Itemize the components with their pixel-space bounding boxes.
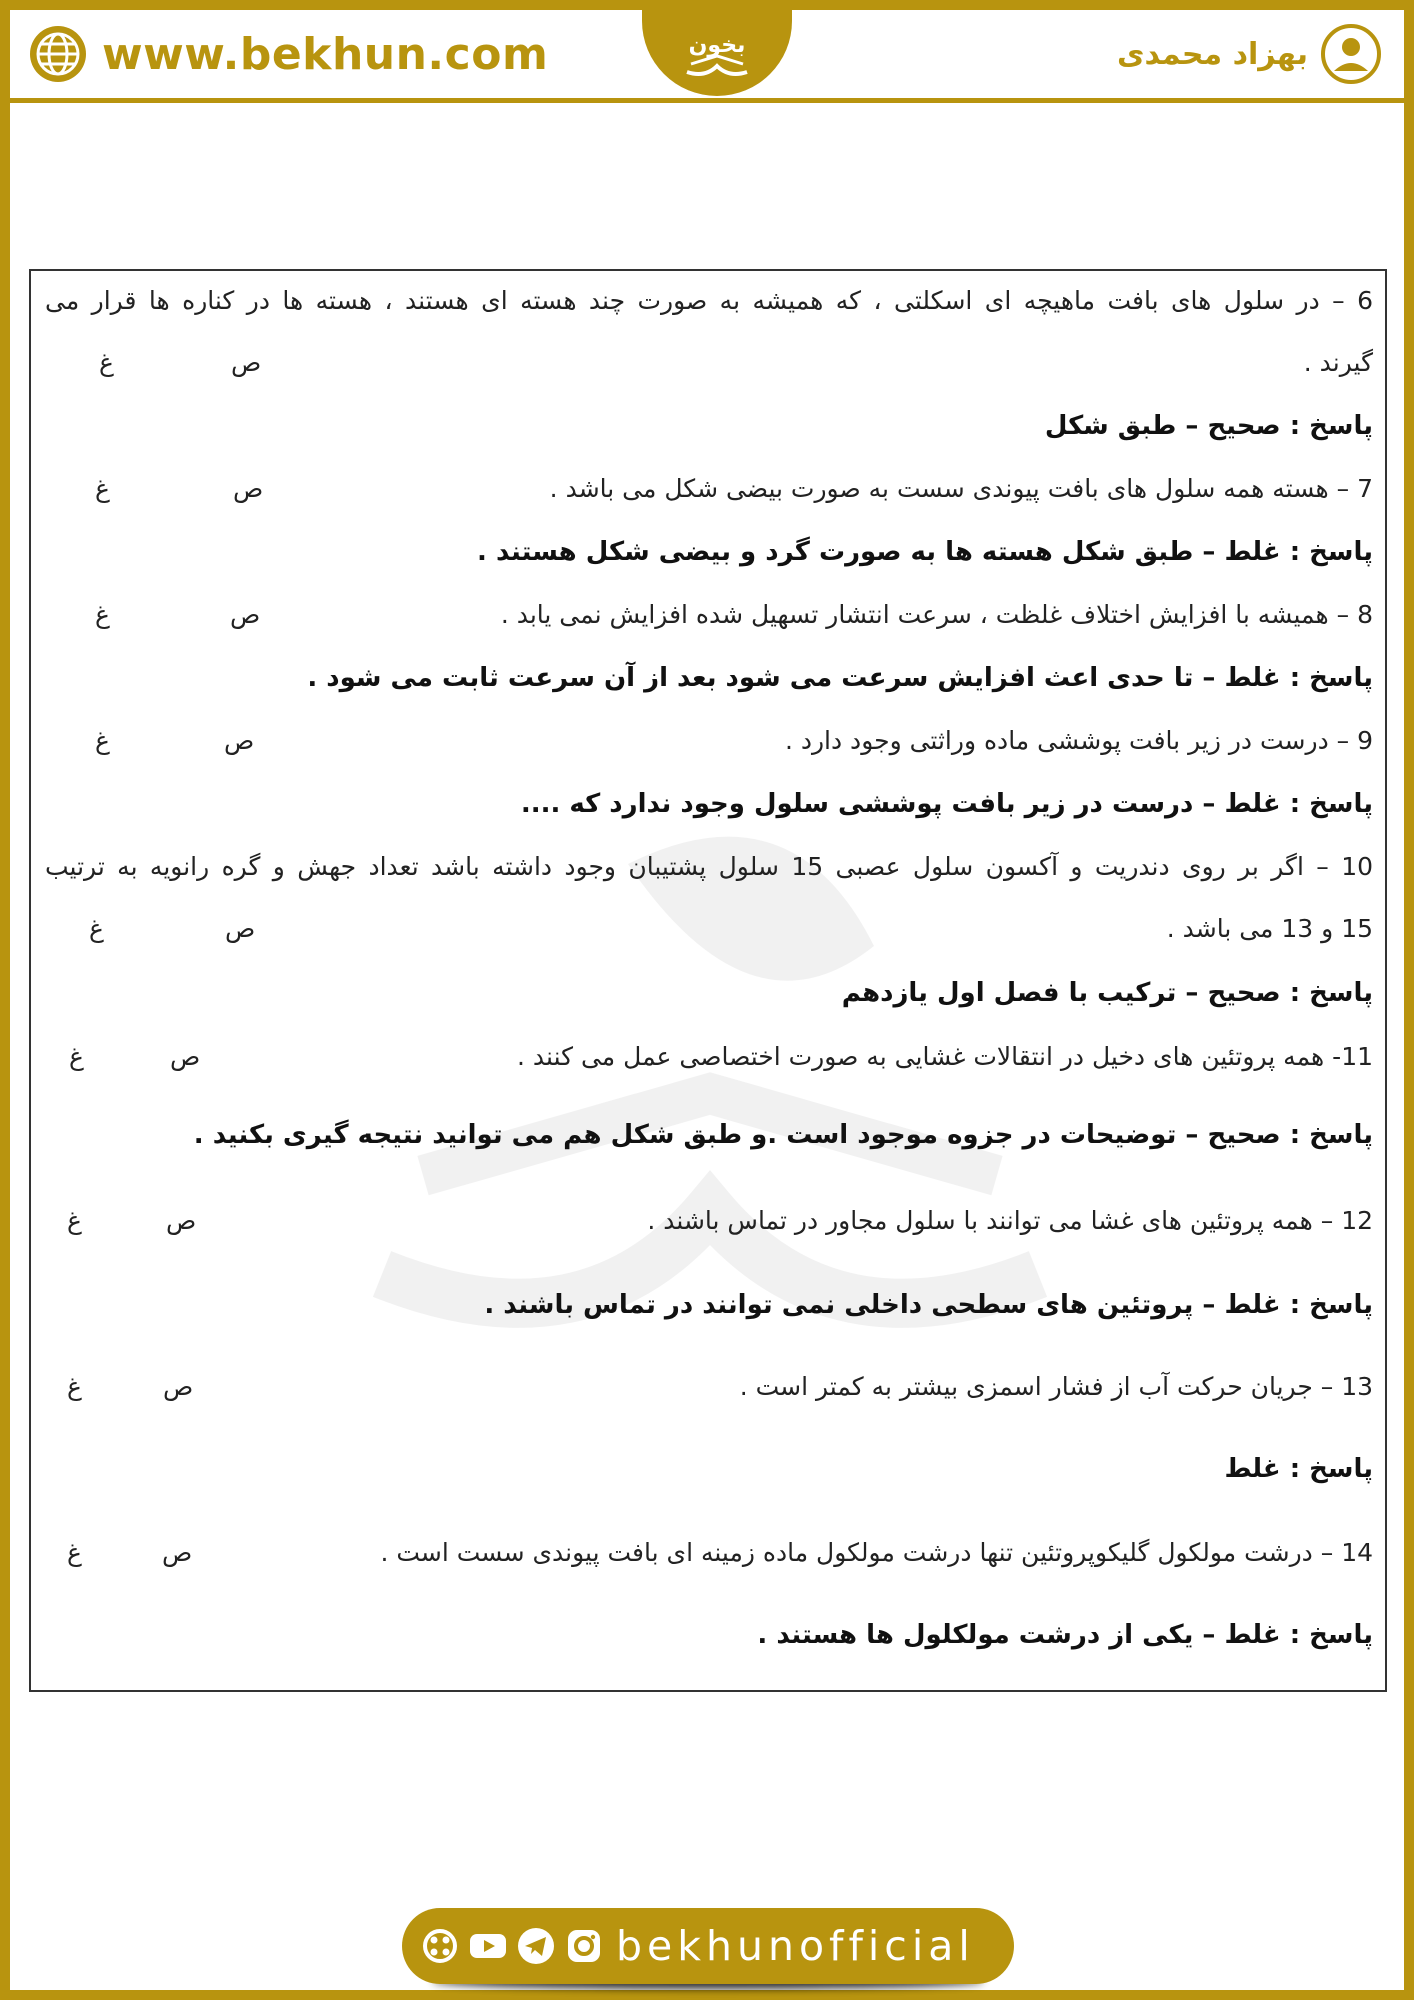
answer-10: پاسخ : صحیح – ترکیب با فصل اول یازدهم	[841, 978, 1373, 1008]
question-7: 7 – هسته همه سلول های بافت پیوندی سست به صورت بیضی شکل می باشد .	[549, 474, 1373, 503]
aparat-icon[interactable]	[420, 1926, 460, 1966]
question-14: 14 – درشت مولکول گلیکوپروتئین تنها درشت مولکول ماده زمینه ای بافت پیوندی سست است .	[380, 1538, 1373, 1567]
question-6-line-2: گیرند .	[1303, 348, 1373, 377]
author-block	[1117, 22, 1382, 86]
header	[10, 10, 1404, 103]
option-true-13[interactable]: ص	[163, 1372, 194, 1401]
website-text: www.bekhun.com	[102, 28, 549, 80]
answer-12: پاسخ : غلط – پروتئین های سطحی داخلی نمی توانند در تماس باشند .	[484, 1290, 1373, 1320]
social-handle[interactable]: bekhunofficial	[616, 1922, 975, 1970]
question-8: 8 – همیشه با افزایش اختلاف غلظت ، سرعت انتشار تسهیل شده افزایش نمی یابد .	[500, 600, 1373, 629]
questions-box	[29, 269, 1387, 1692]
logo-badge	[642, 10, 792, 96]
bekhun-logo-icon	[677, 16, 757, 92]
option-true-7[interactable]: ص	[233, 474, 264, 503]
question-11: 11- همه پروتئین های دخیل در انتقالات غشایی به صورت اختصاصی عمل می کنند .	[517, 1042, 1373, 1071]
option-false-13[interactable]: غ	[67, 1372, 82, 1401]
question-10-line-2: 15 و 13 می باشد .	[1166, 914, 1373, 943]
answer-8: پاسخ : غلط – تا حدی اعث افزایش سرعت می شود بعد از آن سرعت ثابت می شود .	[307, 663, 1373, 693]
answer-11: پاسخ : صحیح – توضیحات در جزوه موجود است .و طبق شکل هم می توانید نتیجه گیری بکنید .	[193, 1120, 1373, 1150]
option-false-14[interactable]: غ	[67, 1538, 82, 1567]
telegram-icon[interactable]	[516, 1926, 556, 1966]
option-false-6[interactable]: غ	[99, 348, 114, 377]
option-false-11[interactable]: غ	[69, 1042, 84, 1071]
logo-text: بخون	[688, 33, 746, 58]
user-icon	[1320, 23, 1382, 85]
question-10-line-1: 10 – اگر بر روی دندریت و آکسون سلول عصبی 15 سلول پشتیبان وجود داشته باشد تعداد جهش و گره رانویه به ترتیب	[45, 852, 1373, 881]
option-true-11[interactable]: ص	[170, 1042, 201, 1071]
option-false-9[interactable]: غ	[95, 726, 110, 755]
website-link[interactable]	[28, 24, 548, 84]
option-true-12[interactable]: ص	[166, 1206, 197, 1235]
question-6-line-1: 6 – در سلول های بافت ماهیچه ای اسکلتی ، که همیشه به صورت چند هسته ای هستند ، هسته ها در کناره ها قرار می	[45, 286, 1373, 315]
footer-social-bar	[402, 1908, 1014, 1984]
option-false-7[interactable]: غ	[95, 474, 110, 503]
globe-icon	[28, 24, 88, 84]
author-name: بهزاد محمدی	[1117, 36, 1308, 72]
answer-9: پاسخ : غلط – درست در زیر بافت پوششی سلول وجود ندارد که ....	[520, 789, 1373, 819]
option-true-8[interactable]: ص	[230, 600, 261, 629]
question-13: 13 – جریان حرکت آب از فشار اسمزی بیشتر به کمتر است .	[739, 1372, 1373, 1401]
instagram-icon[interactable]	[564, 1926, 604, 1966]
option-false-10[interactable]: غ	[89, 914, 104, 943]
youtube-icon[interactable]	[468, 1926, 508, 1966]
question-12: 12 – همه پروتئین های غشا می توانند با سلول مجاور در تماس باشند .	[647, 1206, 1373, 1235]
answer-6: پاسخ : صحیح – طبق شکل	[1044, 411, 1373, 441]
option-true-6[interactable]: ص	[231, 348, 262, 377]
option-true-9[interactable]: ص	[224, 726, 255, 755]
option-true-14[interactable]: ص	[162, 1538, 193, 1567]
answer-14: پاسخ : غلط – یکی از درشت مولکلول ها هستند .	[757, 1620, 1373, 1650]
social-icons	[420, 1926, 604, 1966]
option-false-8[interactable]: غ	[95, 600, 110, 629]
option-false-12[interactable]: غ	[67, 1206, 82, 1235]
question-9: 9 – درست در زیر بافت پوششی ماده وراثتی وجود دارد .	[784, 726, 1373, 755]
answer-13: پاسخ : غلط	[1224, 1454, 1373, 1484]
answer-7: پاسخ : غلط – طبق شکل هسته ها به صورت گرد و بیضی شکل هستند .	[477, 537, 1373, 567]
option-true-10[interactable]: ص	[225, 914, 256, 943]
